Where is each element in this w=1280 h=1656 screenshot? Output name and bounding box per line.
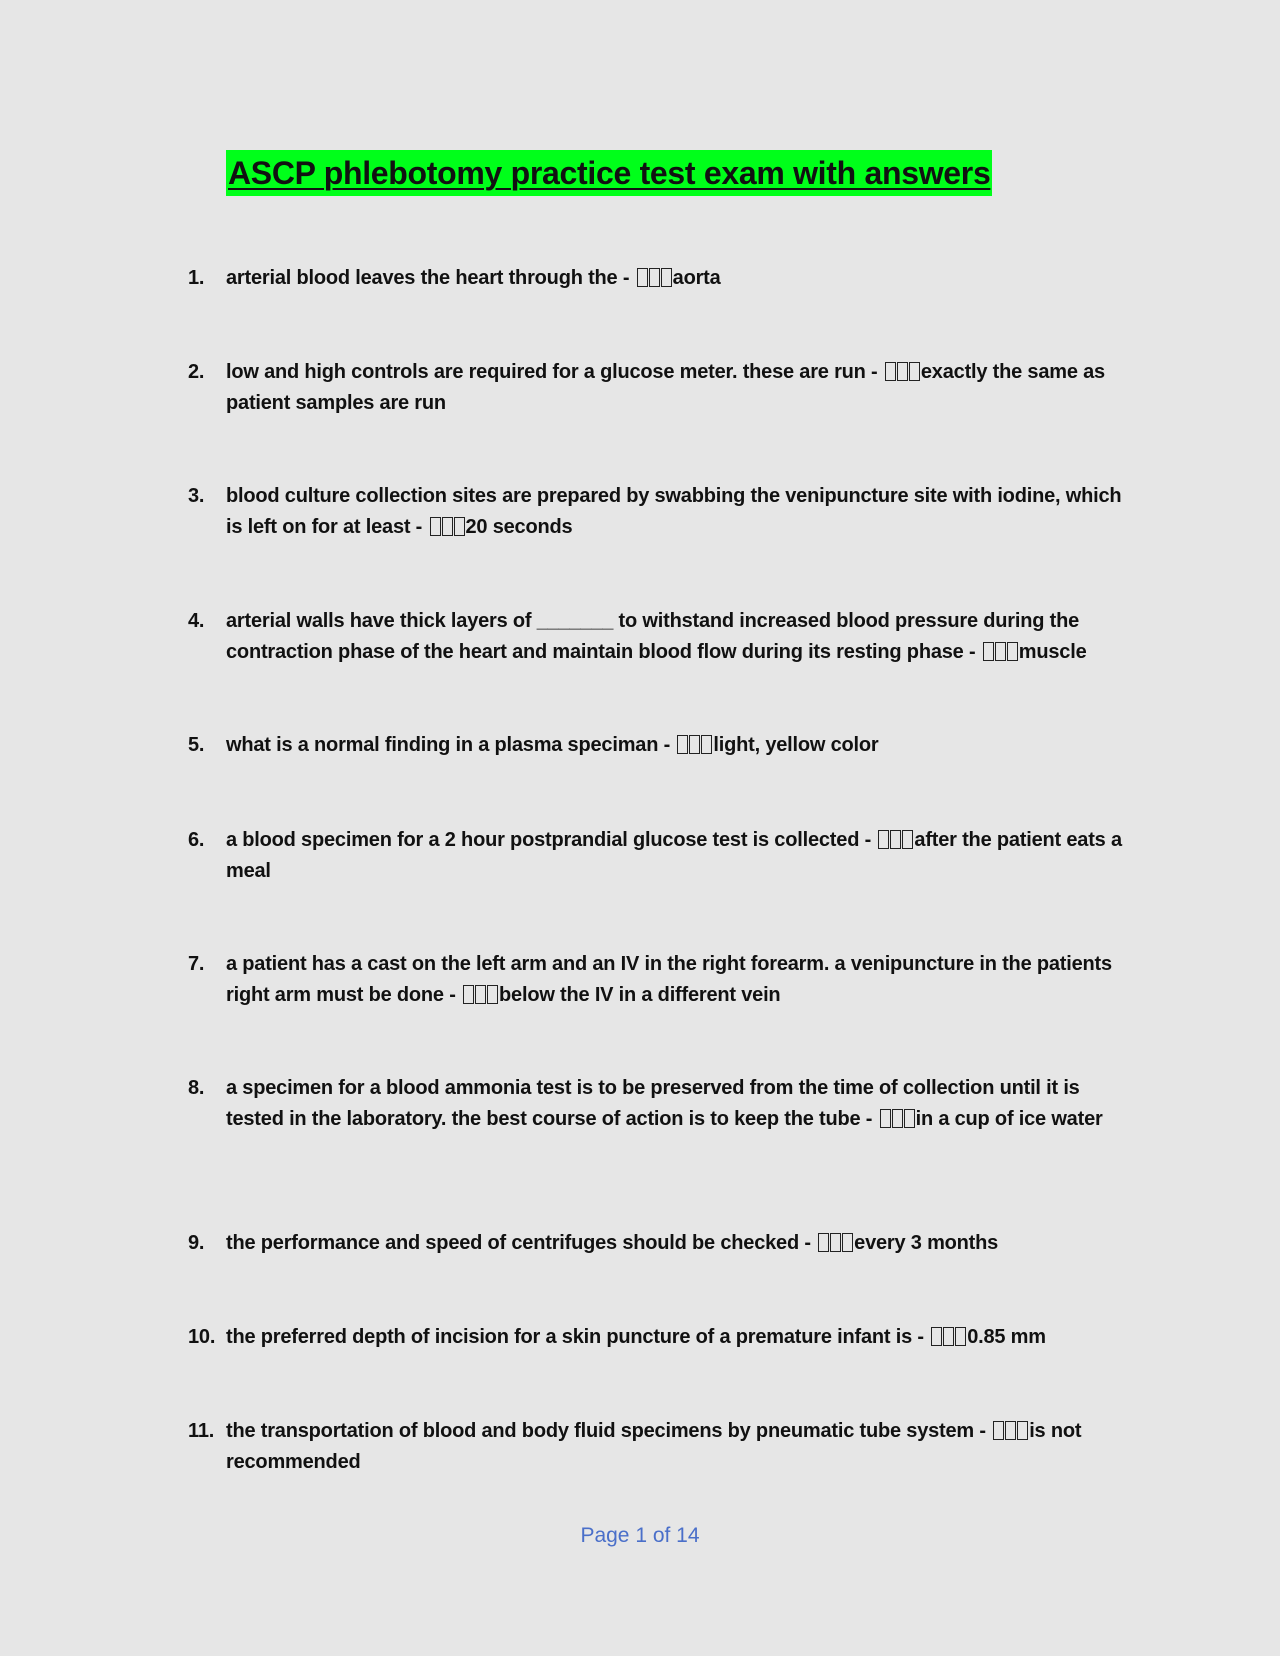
question-text (226, 825, 1136, 886)
question-text (226, 730, 1136, 761)
question-answer: muscle (1018, 640, 1087, 663)
question-prompt: a blood specimen for a 2 hour postprandial glucose test is collected - (226, 829, 877, 851)
question-number: 1. (188, 267, 205, 289)
question-prompt: what is a normal finding in a plasma speciman - (226, 734, 676, 756)
missing-glyph-icon (430, 512, 466, 543)
page-number-footer: Page 1 of 14 (580, 1524, 700, 1547)
missing-glyph-icon (818, 1228, 854, 1259)
question-number: 11. (188, 1420, 215, 1442)
missing-glyph-icon (677, 730, 713, 761)
document-title: ASCP phlebotomy practice test exam with answers (226, 150, 992, 196)
question-answer: after the patient eats a meal (226, 829, 1122, 882)
missing-glyph-icon (931, 1322, 967, 1353)
question-item-5 (186, 730, 1136, 761)
missing-glyph-icon (885, 357, 921, 388)
question-number: 6. (188, 829, 205, 851)
question-answer: is not recommended (226, 1420, 1082, 1473)
question-number: 7. (188, 953, 205, 975)
question-answer: exactly the same as patient samples are run (226, 361, 1105, 414)
question-text (226, 263, 1136, 294)
missing-glyph-icon (463, 980, 499, 1011)
question-item-10 (186, 1322, 1136, 1353)
question-item-1 (186, 263, 1136, 294)
question-item-3 (186, 481, 1136, 542)
question-answer: light, yellow color (713, 734, 879, 756)
question-answer: in a cup of ice water (915, 1107, 1103, 1130)
question-item-4 (186, 606, 1136, 667)
question-prompt: blood culture collection sites are prepared by swabbing the venipuncture site with iodine, which is left on for at least - (226, 485, 1122, 538)
question-text (226, 1416, 1136, 1477)
question-answer: 0.85 mm (967, 1326, 1046, 1348)
missing-glyph-icon (983, 637, 1019, 668)
question-prompt: arterial blood leaves the heart through the - (226, 267, 635, 289)
question-item-7 (186, 949, 1136, 1010)
question-text (226, 1073, 1136, 1134)
question-prompt: the performance and speed of centrifuges should be checked - (226, 1232, 817, 1254)
question-number: 10. (188, 1326, 216, 1348)
question-answer: 20 seconds (465, 515, 573, 538)
question-item-9 (186, 1228, 1136, 1259)
question-prompt: the transportation of blood and body fluid specimens by pneumatic tube system - (226, 1420, 992, 1442)
missing-glyph-icon (637, 263, 673, 294)
question-prompt: the preferred depth of incision for a skin puncture of a premature infant is - (226, 1326, 930, 1348)
question-prompt: low and high controls are required for a glucose meter. these are run - (226, 361, 883, 383)
question-item-11 (186, 1416, 1136, 1477)
question-answer: below the IV in a different vein (499, 983, 781, 1006)
question-number: 5. (188, 734, 205, 756)
question-text (226, 1322, 1136, 1353)
missing-glyph-icon (993, 1416, 1029, 1447)
question-answer: every 3 months (854, 1232, 999, 1254)
question-prompt: a patient has a cast on the left arm and an IV in the right forearm. a venipuncture in the patients right arm must be done - (226, 953, 1112, 1006)
question-number: 9. (188, 1232, 205, 1254)
question-item-8 (186, 1073, 1136, 1134)
question-item-6 (186, 825, 1136, 886)
question-text (226, 606, 1136, 667)
question-number: 8. (188, 1077, 205, 1099)
question-prompt: a specimen for a blood ammonia test is to be preserved from the time of collection until it is tested in the laboratory. the best course of action is to keep the tube - (226, 1077, 1080, 1130)
question-text (226, 481, 1136, 542)
question-number: 2. (188, 361, 205, 383)
question-number: 3. (188, 485, 205, 507)
question-number: 4. (188, 610, 205, 632)
question-answer: aorta (672, 267, 721, 289)
question-text (226, 949, 1136, 1010)
question-prompt: arterial walls have thick layers of _______ to withstand increased blood pressure during the contraction phase of the heart and maintain blood flow during its resting phase - (226, 610, 1080, 663)
missing-glyph-icon (880, 1104, 916, 1135)
missing-glyph-icon (878, 825, 914, 856)
question-text (226, 357, 1136, 418)
question-text (226, 1228, 1136, 1259)
question-item-2 (186, 357, 1136, 418)
